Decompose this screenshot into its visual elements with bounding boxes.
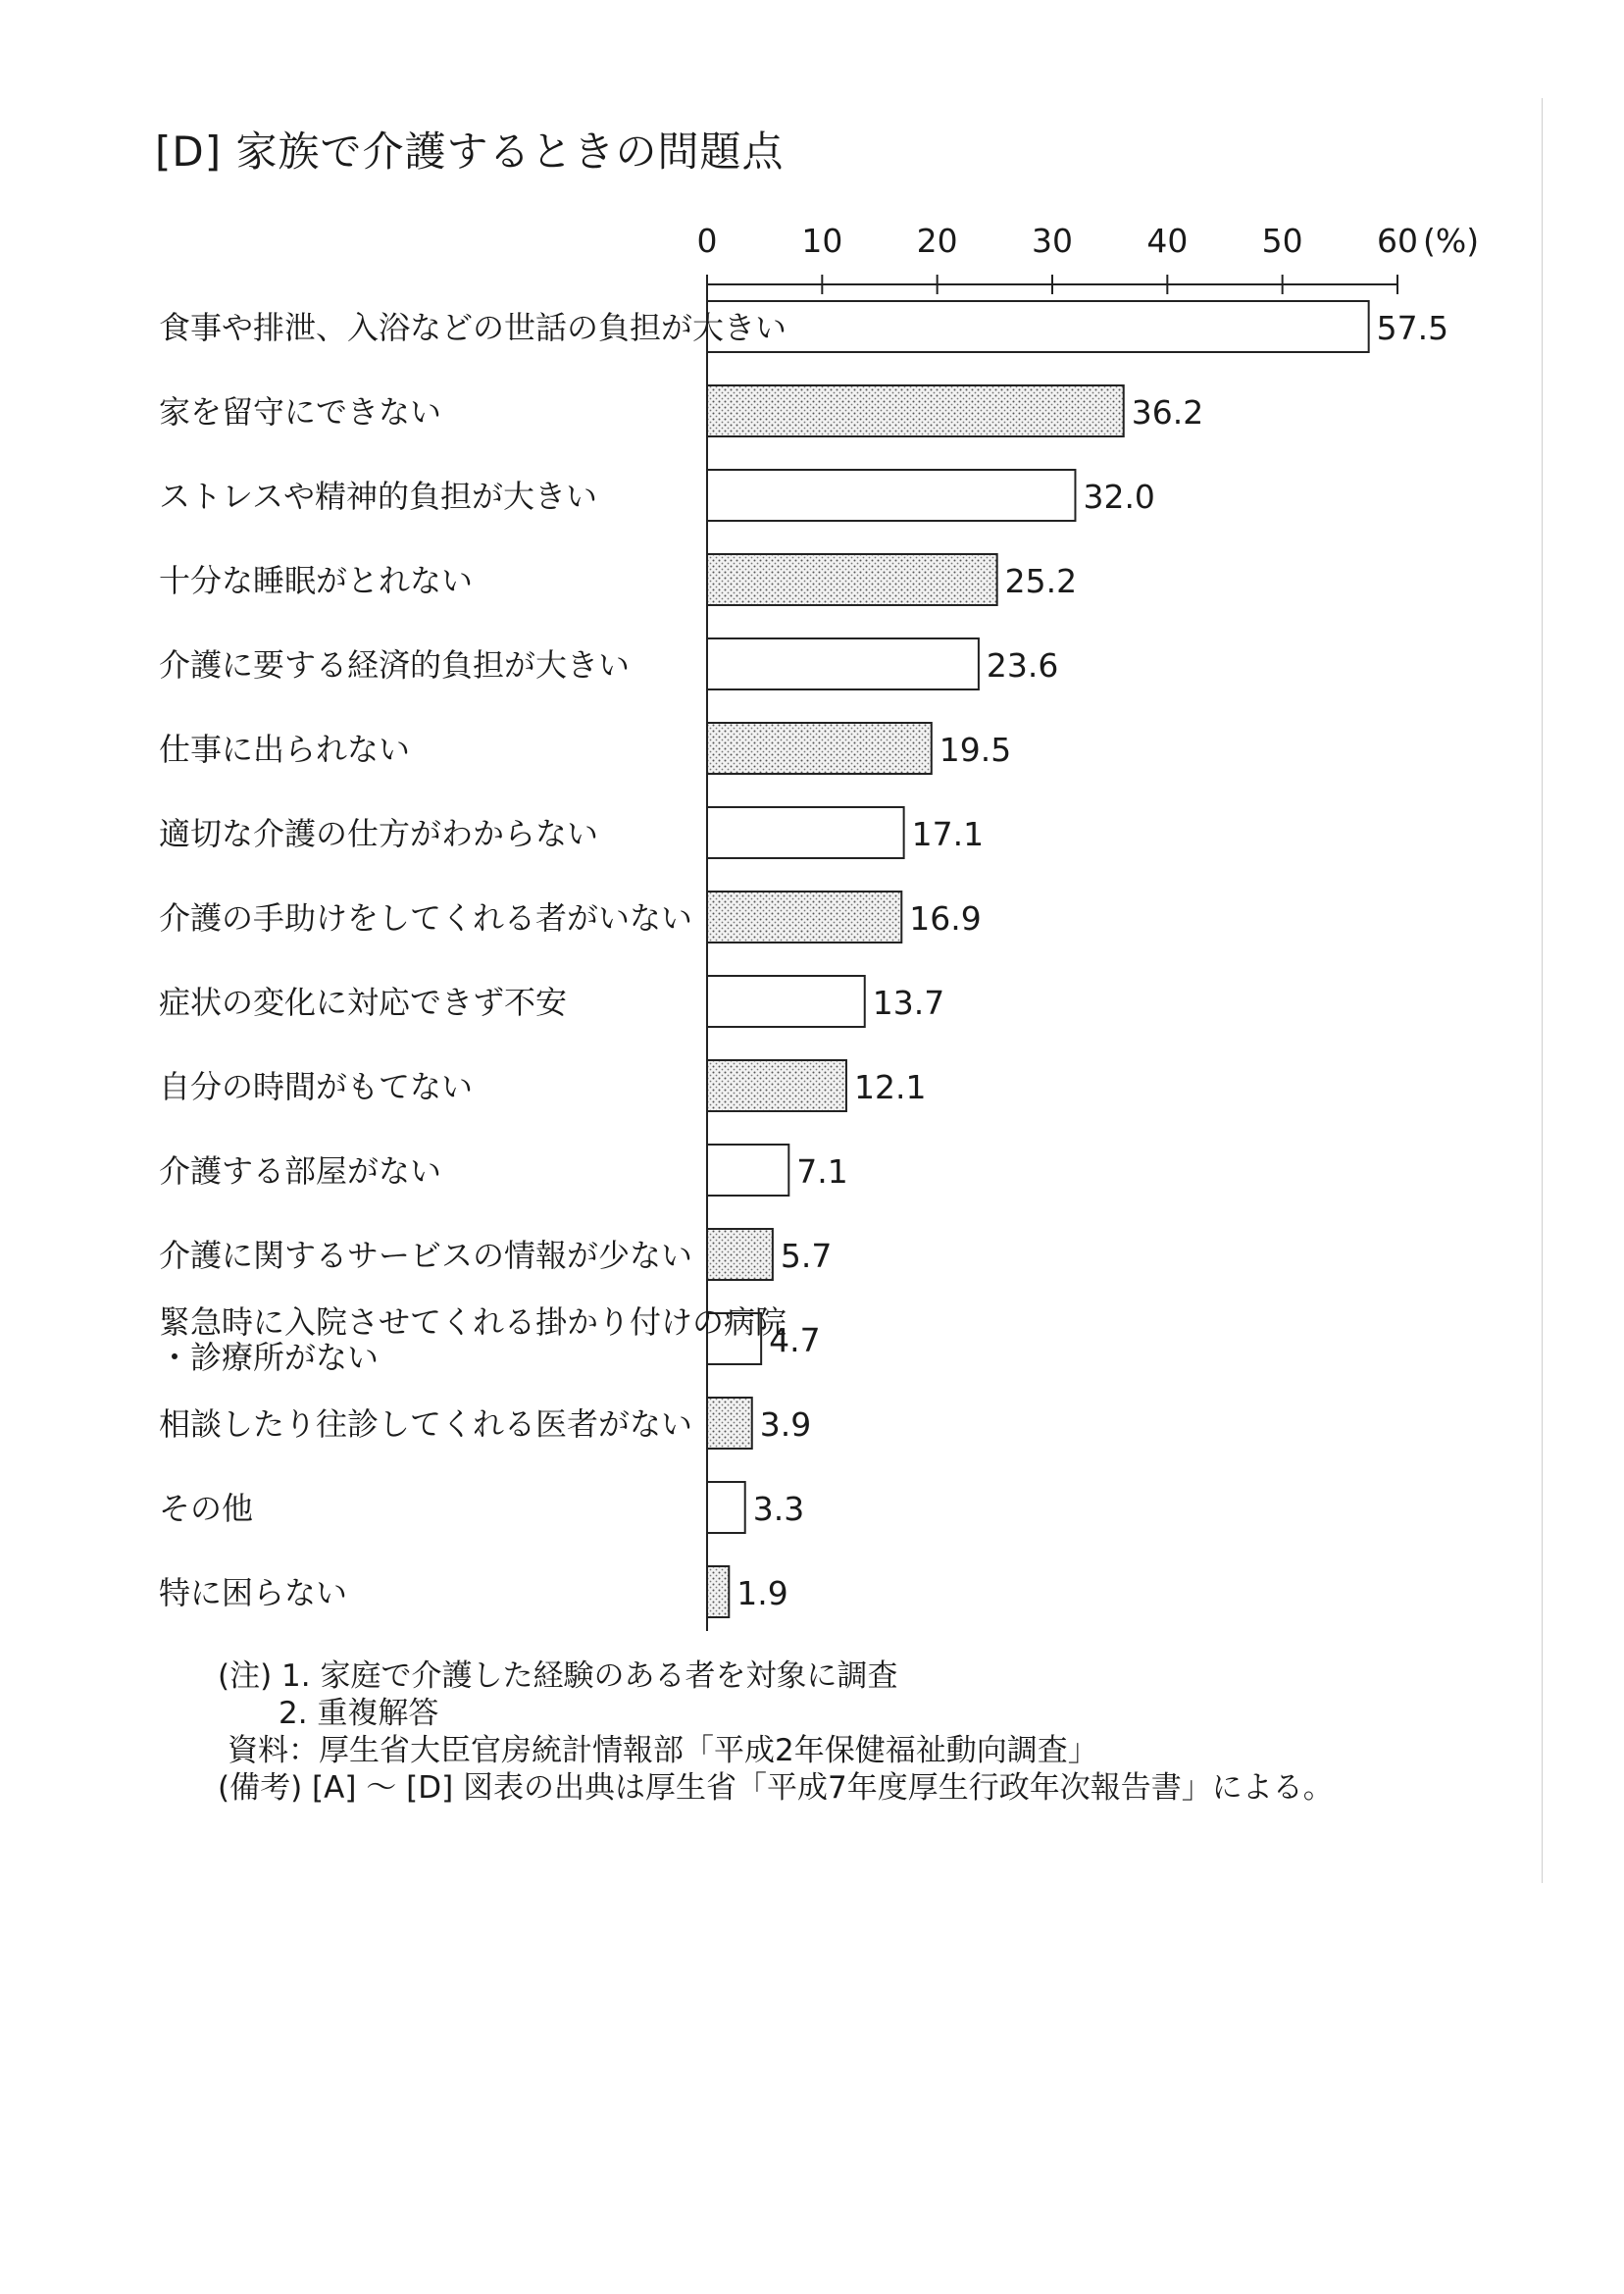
x-unit-label: (%) <box>1423 222 1480 260</box>
note-source: 資料：厚生省大臣官房統計情報部「平成2年保健福祉動向調査」 <box>228 1733 1098 1768</box>
bar-value-label: 3.9 <box>759 1405 812 1444</box>
bar-value-label: 5.7 <box>780 1237 833 1275</box>
bar-value-label: 32.0 <box>1083 478 1155 516</box>
note-line-2: 2. 重複解答 <box>279 1696 439 1731</box>
bar <box>707 1229 773 1280</box>
category-label: 自分の時間がもてない <box>159 1068 474 1105</box>
bar-value-label: 19.5 <box>939 731 1012 769</box>
bar <box>707 1398 752 1449</box>
x-tick-label: 0 <box>696 222 718 260</box>
bar-value-label: 7.1 <box>796 1152 848 1191</box>
bars-layer <box>707 301 1448 1617</box>
category-label: 特に困らない <box>159 1574 348 1611</box>
bar <box>707 1482 745 1533</box>
category-label: 適切な介護の仕方がわからない <box>159 815 599 852</box>
bar-value-label: 16.9 <box>909 899 982 938</box>
x-tick-label: 20 <box>916 222 958 260</box>
category-label: 介護に関するサービスの情報が少ない <box>159 1237 693 1274</box>
bar-value-label: 25.2 <box>1004 562 1078 600</box>
chart-title: [D] 家族で介護するときの問題点 <box>155 127 785 176</box>
category-label: 仕事に出られない <box>159 731 411 768</box>
bar <box>707 1145 788 1196</box>
bar <box>707 470 1075 521</box>
bar-value-label: 17.1 <box>911 815 985 853</box>
bar <box>707 723 932 774</box>
category-label: 緊急時に入院させてくれる掛かり付けの病院 <box>159 1303 787 1341</box>
x-tick-label: 60 <box>1377 222 1418 260</box>
category-labels-layer <box>159 309 787 1611</box>
chart-notes <box>218 1657 1334 1807</box>
bar-value-label: 12.1 <box>853 1068 927 1106</box>
bar-value-label: 23.6 <box>986 646 1059 685</box>
category-label: 食事や排泄、入浴などの世話の負担が大きい <box>159 309 787 346</box>
bar <box>707 554 997 605</box>
category-label: その他 <box>159 1490 254 1527</box>
category-label: 家を留守にできない <box>159 393 442 431</box>
bar <box>707 301 1369 352</box>
note-line-1: (注) 1. 家庭で介護した経験のある者を対象に調査 <box>218 1658 898 1694</box>
category-label: 相談したり往診してくれる医者がない <box>159 1405 693 1443</box>
bar <box>707 385 1124 436</box>
bar-value-label: 57.5 <box>1376 309 1449 347</box>
bar <box>707 1060 846 1111</box>
bar-value-label: 4.7 <box>769 1321 821 1359</box>
category-label: ストレスや精神的負担が大きい <box>159 478 598 515</box>
category-label: ・診療所がない <box>159 1339 380 1376</box>
category-label: 介護の手助けをしてくれる者がいない <box>159 899 693 937</box>
x-tick-label: 10 <box>801 222 843 260</box>
x-tick-label: 40 <box>1146 222 1189 260</box>
bar <box>707 976 865 1027</box>
category-label: 介護する部屋がない <box>159 1152 442 1190</box>
bar-value-label: 36.2 <box>1131 393 1204 432</box>
bar-value-label: 13.7 <box>872 984 945 1022</box>
page-edge-line <box>1542 98 1543 1883</box>
x-tick-label: 50 <box>1261 222 1303 260</box>
bar <box>707 638 979 689</box>
category-label: 十分な睡眠がとれない <box>159 562 474 599</box>
category-label: 症状の変化に対応できず不安 <box>159 984 568 1021</box>
bar <box>707 807 904 858</box>
bar-value-label: 1.9 <box>736 1574 788 1612</box>
note-remarks: (備考) [A] ～ [D] 図表の出典は厚生省「平成7年度厚生行政年次報告書」による。 <box>218 1770 1334 1806</box>
bar <box>707 1566 729 1617</box>
x-tick-label: 30 <box>1032 222 1073 260</box>
bar-value-label: 3.3 <box>752 1490 805 1528</box>
category-label: 介護に要する経済的負担が大きい <box>159 646 631 684</box>
bar <box>707 892 901 943</box>
